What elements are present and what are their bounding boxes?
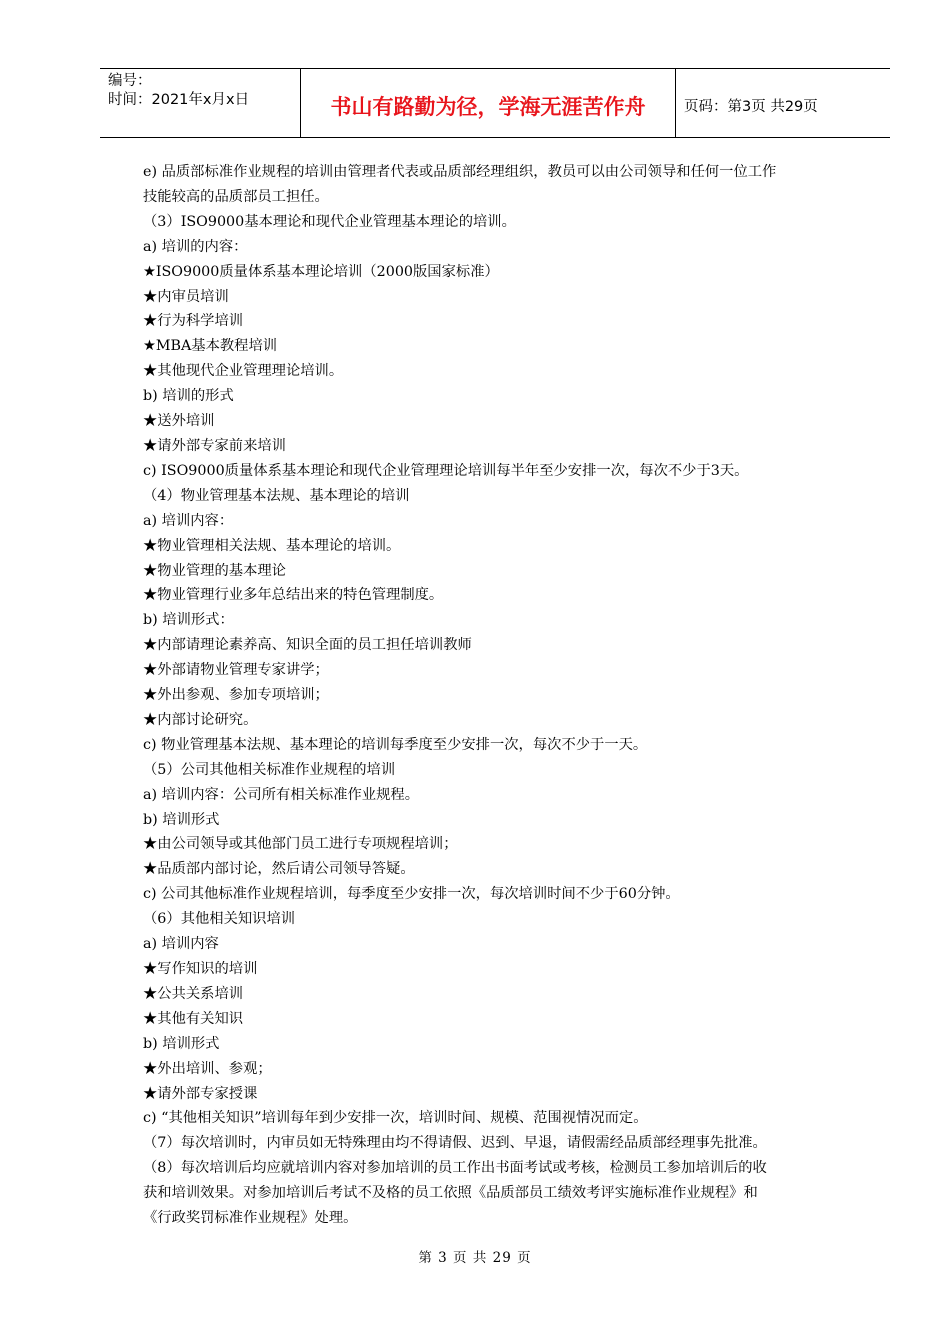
body-line: c) “其他相关知识”培训每年到少安排一次，培训时间、规模、范围视情况而定。 <box>143 1110 648 1127</box>
body-line: ★物业管理行业多年总结出来的特色管理制度。 <box>143 587 444 604</box>
body-line: ★公共关系培训 <box>143 985 244 1002</box>
body-line: ★外出培训、参观； <box>143 1060 272 1077</box>
document-code-label: 编号： <box>108 73 152 89</box>
body-line: ★其他现代企业管理理论培训。 <box>143 363 344 380</box>
body-line: e) 品质部标准作业规程的培训由管理者代表或品质部经理组织，教员可以由公司领导和任何一位工作 <box>143 164 777 180</box>
body-line: c) ISO9000质量体系基本理论和现代企业管理理论培训每半年至少安排一次，每次不少于3天。 <box>143 462 749 479</box>
header-page-label: 页码：第3页 共29页 <box>684 98 818 115</box>
body-line: ★内部讨论研究。 <box>143 711 258 728</box>
body-line: ★请外部专家前来培训 <box>143 437 286 454</box>
body-line: ★物业管理的基本理论 <box>143 562 286 579</box>
body-line: 《行政奖罚标准作业规程》处理。 <box>143 1210 358 1227</box>
header-meta <box>100 69 301 137</box>
body-line: ★ISO9000质量体系基本理论培训（2000版国家标准） <box>143 263 499 280</box>
body-line: ★物业管理相关法规、基本理论的培训。 <box>143 537 401 554</box>
body-line: ★外出参观、参加专项培训； <box>143 687 329 704</box>
body-line: b) 培训形式 <box>143 811 220 828</box>
body-line: ★写作知识的培训 <box>143 961 258 977</box>
body-line: a) 培训的内容： <box>143 238 248 255</box>
header-motto: 书山有路勤为径，学海无涯苦作舟 <box>301 69 676 137</box>
page-header <box>100 68 890 138</box>
body-line: （8）每次培训后均应就培训内容对参加培训的员工作出书面考试或考核，检测员工参加培训后的收 <box>143 1160 767 1177</box>
body-line: b) 培训形式 <box>143 1035 220 1052</box>
document-body <box>143 160 849 1231</box>
body-line: a) 培训内容：公司所有相关标准作业规程。 <box>143 786 419 803</box>
body-line: （4）物业管理基本法规、基本理论的培训 <box>143 487 410 504</box>
body-line: ★MBA基本教程培训 <box>143 338 278 355</box>
body-line: a) 培训内容： <box>143 512 234 529</box>
body-line: 技能较高的品质部员工担任。 <box>143 188 329 205</box>
body-line: c) 物业管理基本法规、基本理论的培训每季度至少安排一次，每次不少于一天。 <box>143 736 648 753</box>
body-line: ★内部请理论素养高、知识全面的员工担任培训教师 <box>143 637 472 654</box>
body-line: ★行为科学培训 <box>143 313 244 330</box>
body-line: （6）其他相关知识培训 <box>143 911 296 928</box>
body-line: ★由公司领导或其他部门员工进行专项规程培训； <box>143 836 458 853</box>
body-line: ★内审员培训 <box>143 288 229 305</box>
body-line: ★请外部专家授课 <box>143 1085 258 1102</box>
body-line: b) 培训的形式 <box>143 388 234 405</box>
body-line: ★送外培训 <box>143 413 215 430</box>
body-line: b) 培训形式： <box>143 612 234 629</box>
body-line: 获和培训效果。对参加培训后考试不及格的员工依照《品质部员工绩效考评实施标准作业规程》和 <box>143 1185 758 1202</box>
document-date-label: 时间：2021年x月x日 <box>108 92 250 108</box>
body-line: ★外部请物业管理专家讲学； <box>143 662 329 679</box>
body-line: ★其他有关知识 <box>143 1010 244 1027</box>
body-line: （7）每次培训时，内审员如无特殊理由均不得请假、迟到、早退，请假需经品质部经理事先批准。 <box>143 1135 767 1152</box>
body-line: （5）公司其他相关标准作业规程的培训 <box>143 761 396 778</box>
body-line: （3）ISO9000基本理论和现代企业管理基本理论的培训。 <box>143 213 516 230</box>
body-line: a) 培训内容 <box>143 936 219 953</box>
page-footer: 第 3 页 共 29 页 <box>418 1250 532 1266</box>
body-line: c) 公司其他标准作业规程培训，每季度至少安排一次，每次培训时间不少于60分钟。 <box>143 886 680 903</box>
body-line: ★品质部内部讨论，然后请公司领导答疑。 <box>143 861 415 878</box>
